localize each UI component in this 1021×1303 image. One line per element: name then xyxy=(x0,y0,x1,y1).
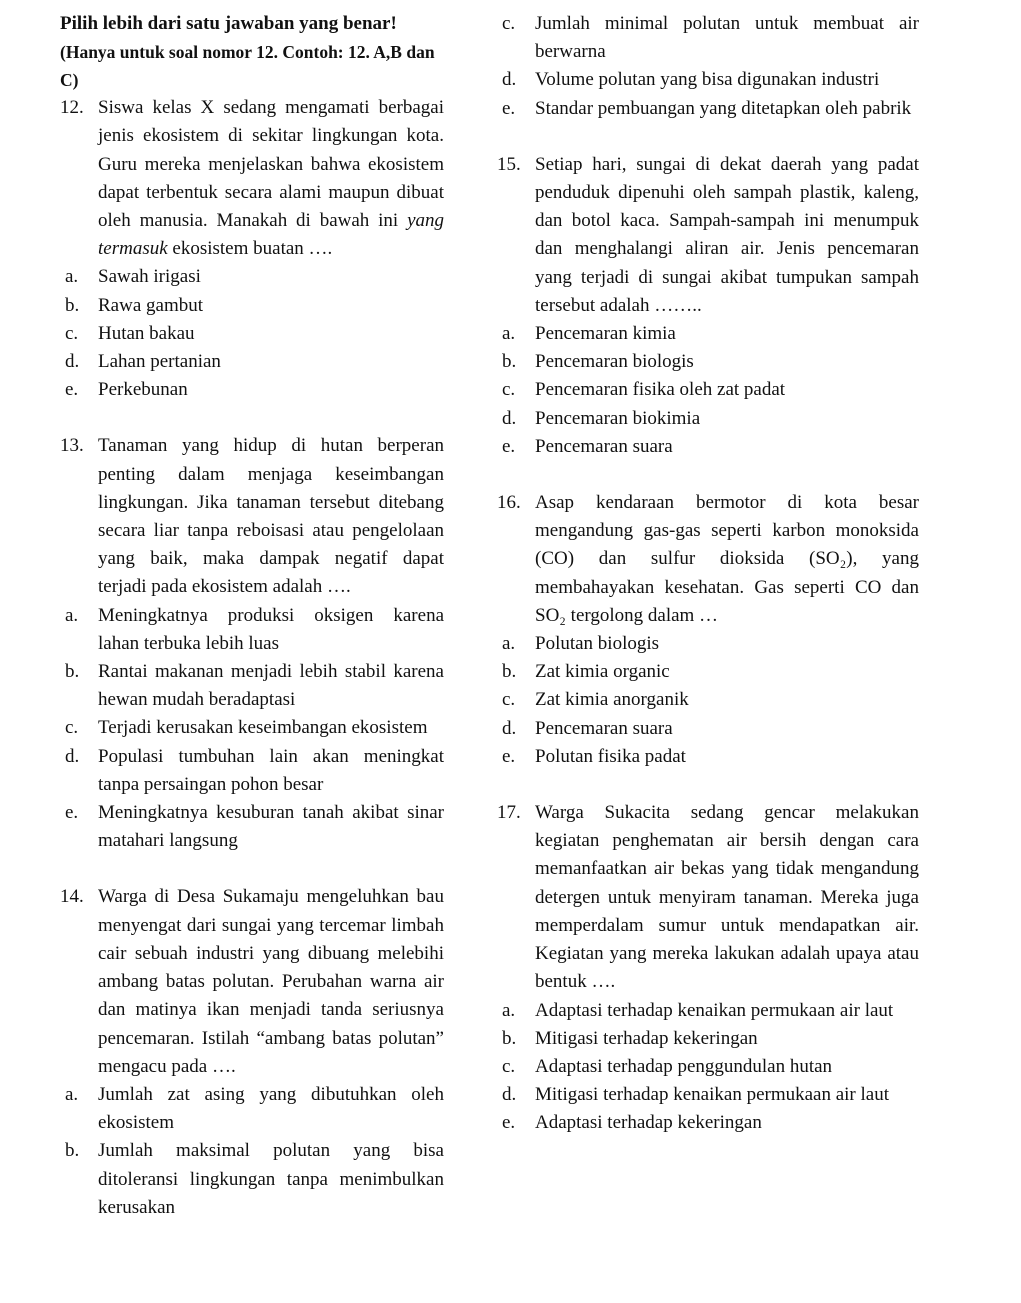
options-list-continued xyxy=(497,10,919,123)
option-letter: b. xyxy=(65,294,80,316)
option-text: Jumlah zat asing yang dibutuhkan oleh ekosistem xyxy=(98,1083,444,1134)
option-d[interactable] xyxy=(60,348,444,376)
option-text: Mitigasi terhadap kenaikan permukaan air laut xyxy=(535,1084,890,1106)
option-text: Adaptasi terhadap kenaikan permukaan air laut xyxy=(535,999,894,1021)
option-c[interactable] xyxy=(497,376,919,404)
option-text: Volume polutan yang bisa digunakan industri xyxy=(535,69,880,91)
question-text: Warga Sukacita sedang gencar melakukan kegiatan penghematan air bersih dengan cara memanfaatkan air bekas yang tidak mengandung detergen untuk menyiram tanaman. Mereka juga memperdalam sumur untuk mendapatkan air. Kegiatan yang mereka lakukan adalah upaya atau bentuk …. xyxy=(535,802,919,993)
question-15 xyxy=(497,151,919,461)
instruction-note: (Hanya untuk soal nomor 12. Contoh: 12. A,B dan C) xyxy=(60,42,435,91)
option-b[interactable] xyxy=(497,1025,919,1053)
spacer xyxy=(497,771,919,799)
option-text: Sawah irigasi xyxy=(98,266,201,288)
question-text: Setiap hari, sungai di dekat daerah yang padat penduduk dipenuhi oleh sampah plastik, kaleng, dan botol kaca. Sampah-sampah ini menumpuk dan menghalangi aliran air. Jenis pencemaran yang terjadi di sungai akibat tumpukan sampah tersebut adalah …….. xyxy=(535,153,919,316)
option-text: Standar pembuangan yang ditetapkan oleh pabrik xyxy=(535,97,912,119)
options-list xyxy=(497,997,919,1138)
question-number: 13. xyxy=(60,435,84,457)
question-text-part: ekosistem buatan …. xyxy=(167,238,333,260)
option-text: Hutan bakau xyxy=(98,322,195,344)
option-text: Polutan fisika padat xyxy=(535,745,686,767)
option-e[interactable] xyxy=(497,95,919,123)
option-e[interactable] xyxy=(497,1109,919,1137)
option-letter: a. xyxy=(65,266,79,288)
option-a[interactable] xyxy=(60,263,444,291)
spacer xyxy=(497,461,919,489)
option-letter: b. xyxy=(502,351,517,373)
question-13 xyxy=(60,432,444,855)
option-letter: e. xyxy=(65,802,79,824)
option-text: Terjadi kerusakan keseimbangan ekosistem xyxy=(98,717,428,739)
option-c[interactable] xyxy=(497,1053,919,1081)
options-list xyxy=(60,263,444,404)
option-text: Mitigasi terhadap kekeringan xyxy=(535,1027,758,1049)
spacer xyxy=(60,404,444,432)
question-number: 15. xyxy=(497,153,521,175)
spacer xyxy=(60,855,444,883)
option-letter: c. xyxy=(65,717,79,739)
option-text: Adaptasi terhadap penggundulan hutan xyxy=(535,1055,833,1077)
option-c[interactable] xyxy=(497,10,919,66)
option-a[interactable] xyxy=(497,630,919,658)
option-text: Rawa gambut xyxy=(98,294,204,316)
option-text: Zat kimia organic xyxy=(535,661,670,683)
question-14 xyxy=(60,883,444,1221)
option-letter: c. xyxy=(502,379,516,401)
option-text: Meningkatnya kesuburan tanah akibat sinar matahari langsung xyxy=(98,802,444,852)
option-text: Pencemaran kimia xyxy=(535,323,676,345)
option-text: Polutan biologis xyxy=(535,633,660,655)
option-letter: d. xyxy=(502,407,517,429)
option-letter: a. xyxy=(502,999,516,1021)
option-letter: b. xyxy=(65,1140,80,1162)
option-b[interactable] xyxy=(60,658,444,714)
option-c[interactable] xyxy=(60,714,444,742)
options-list xyxy=(60,1081,444,1222)
option-e[interactable] xyxy=(60,799,444,855)
option-letter: a. xyxy=(502,323,516,345)
option-letter: d. xyxy=(65,745,80,767)
question-17 xyxy=(497,799,919,1137)
options-list xyxy=(497,320,919,461)
option-text: Lahan pertanian xyxy=(98,351,221,373)
right-column xyxy=(497,10,919,1138)
option-letter: b. xyxy=(502,1027,517,1049)
option-letter: e. xyxy=(502,1112,516,1134)
question-text-part: Siswa kelas X sedang mengamati berbagai jenis ekosistem di sekitar lingkungan kota. Guru mereka menjelaskan bahwa ekosistem dapat terbentuk secara alami maupun dibuat oleh manusia. Manakah di bawah ini xyxy=(98,97,444,232)
question-text xyxy=(98,94,444,263)
option-text: Zat kimia anorganik xyxy=(535,689,689,711)
option-text: Pencemaran biologis xyxy=(535,351,694,373)
option-letter: e. xyxy=(502,435,516,457)
option-letter: c. xyxy=(65,322,79,344)
option-text: Meningkatnya produksi oksigen karena lahan terbuka lebih luas xyxy=(98,604,444,654)
option-letter: c. xyxy=(502,689,516,711)
option-letter: b. xyxy=(65,661,80,683)
option-text: Populasi tumbuhan lain akan meningkat tanpa persaingan pohon besar xyxy=(98,745,444,795)
option-e[interactable] xyxy=(497,743,919,771)
option-a[interactable] xyxy=(60,602,444,658)
instruction-title: Pilih lebih dari satu jawaban yang benar! xyxy=(60,13,397,34)
option-letter: e. xyxy=(502,745,516,767)
option-letter: e. xyxy=(65,379,79,401)
option-text: Jumlah maksimal polutan yang bisa ditoleransi lingkungan tanpa menimbulkan kerusakan xyxy=(98,1140,444,1218)
option-d[interactable] xyxy=(60,743,444,799)
option-letter: c. xyxy=(502,13,516,34)
question-number: 14. xyxy=(60,886,84,908)
option-text: Pencemaran suara xyxy=(535,717,673,739)
option-letter: a. xyxy=(65,604,79,626)
option-text: Rantai makanan menjadi lebih stabil karena hewan mudah beradaptasi xyxy=(98,661,444,711)
option-letter: e. xyxy=(502,97,516,119)
options-list xyxy=(60,602,444,856)
question-text-emphasis: yang termasuk xyxy=(98,210,444,260)
option-letter: a. xyxy=(502,633,516,655)
option-c[interactable] xyxy=(497,686,919,714)
option-letter: d. xyxy=(65,351,80,373)
option-letter: d. xyxy=(502,717,517,739)
option-text: Adaptasi terhadap kekeringan xyxy=(535,1112,762,1134)
option-b[interactable] xyxy=(497,348,919,376)
option-b[interactable] xyxy=(60,292,444,320)
question-number: 17. xyxy=(497,802,521,824)
option-text: Jumlah minimal polutan untuk membuat air berwarna xyxy=(535,13,919,63)
option-a[interactable] xyxy=(60,1081,444,1137)
option-text: Perkebunan xyxy=(98,379,188,401)
option-e[interactable] xyxy=(497,433,919,461)
option-d[interactable] xyxy=(497,405,919,433)
question-text: Asap kendaraan bermotor di kota besar mengandung gas-gas seperti karbon monoksida (CO) dan sulfur dioksida (SO₂), yang membahayakan kesehatan. Gas seperti CO dan SO₂ tergolong dalam … xyxy=(535,492,919,626)
question-number: 16. xyxy=(497,492,521,514)
option-text: Pencemaran fisika oleh zat padat xyxy=(535,379,786,401)
spacer xyxy=(497,123,919,151)
option-letter: d. xyxy=(502,1084,517,1106)
option-c[interactable] xyxy=(60,320,444,348)
option-d[interactable] xyxy=(497,1081,919,1109)
option-d[interactable] xyxy=(497,715,919,743)
option-letter: a. xyxy=(65,1083,79,1105)
question-12 xyxy=(60,94,444,404)
options-list xyxy=(497,630,919,771)
option-e[interactable] xyxy=(60,376,444,404)
option-text: Pencemaran suara xyxy=(535,435,673,457)
option-a[interactable] xyxy=(497,320,919,348)
question-text: Tanaman yang hidup di hutan berperan penting dalam menjaga keseimbangan lingkungan. Jika tanaman tersebut ditebang secara liar tanpa reboisasi atau pengelolaan yang baik, maka dampak negatif dapat terjadi pada ekosistem adalah …. xyxy=(98,435,444,598)
option-letter: d. xyxy=(502,69,517,91)
option-a[interactable] xyxy=(497,997,919,1025)
option-d[interactable] xyxy=(497,66,919,94)
option-b[interactable] xyxy=(497,658,919,686)
option-text: Pencemaran biokimia xyxy=(535,407,701,429)
option-letter: b. xyxy=(502,661,517,683)
left-column xyxy=(60,10,444,1222)
question-number: 12. xyxy=(60,97,84,119)
question-16 xyxy=(497,489,919,771)
option-b[interactable] xyxy=(60,1137,444,1222)
question-text: Warga di Desa Sukamaju mengeluhkan bau menyengat dari sungai yang tercemar limbah cair sebuah industri yang dibuang melebihi ambang batas polutan. Perubahan warna air dan matinya ikan menjadi tanda seriusnya pencemaran. Istilah “ambang batas polutan” mengacu pada …. xyxy=(98,886,444,1077)
option-letter: c. xyxy=(502,1055,516,1077)
